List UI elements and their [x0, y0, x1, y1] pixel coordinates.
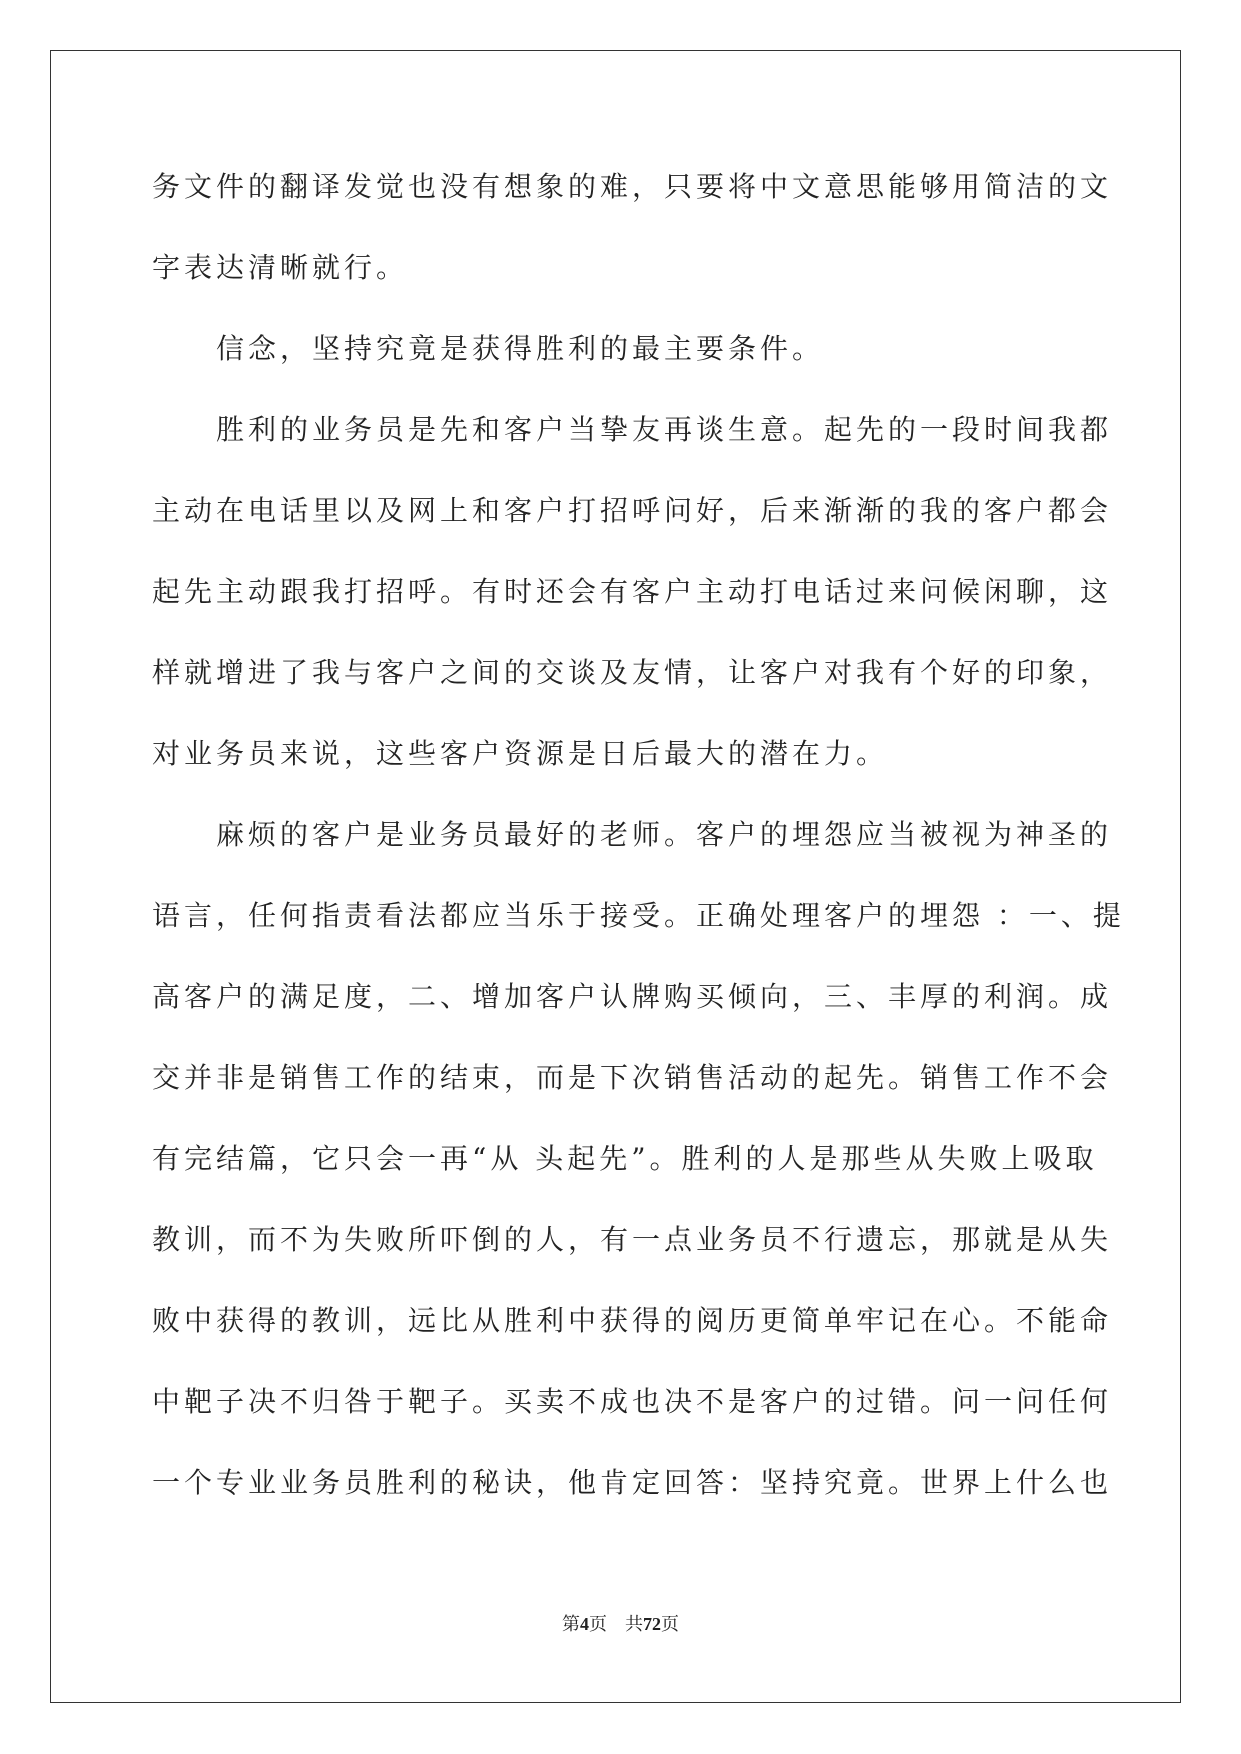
text-line: 语言，任何指责看法都应当乐于接受。正确处理客户的埋怨 ：一、提: [152, 899, 1125, 932]
text-line: 对业务员来说，这些客户资源是日后最大的潜在力。: [152, 737, 889, 770]
text-line: 胜利的业务员是先和客户当挚友再谈生意。起先的一段时间我都: [216, 413, 1113, 446]
text-line: 信念，坚持究竟是获得胜利的最主要条件。: [216, 332, 825, 365]
text-line: 中靶子决不归咎于靶子。买卖不成也决不是客户的过错。问一问任何: [152, 1385, 1113, 1418]
text-line: 高客户的满足度，二、增加客户认牌购买倾向，三、丰厚的利润。成: [152, 980, 1113, 1013]
footer-prefix: 第: [562, 1614, 580, 1634]
total-pages: 72: [643, 1614, 661, 1634]
text-line: 一个专业业务员胜利的秘诀，他肯定回答：坚持究竟。世界上什么也: [152, 1466, 1113, 1499]
text-line: 有完结篇，它只会一再“从 头起先”。胜利的人是那些从失败上吸取: [152, 1142, 1098, 1175]
document-body: [152, 162, 1125, 1539]
text-line: 交并非是销售工作的结束，而是下次销售活动的起先。销售工作不会: [152, 1061, 1113, 1094]
footer-middle: 页 共: [589, 1614, 643, 1634]
text-line: 败中获得的教训，远比从胜利中获得的阅历更简单牢记在心。不能命: [152, 1304, 1113, 1337]
text-line: 起先主动跟我打招呼。有时还会有客户主动打电话过来问候闲聊，这: [152, 575, 1113, 608]
text-line: 样就增进了我与客户之间的交谈及友情，让客户对我有个好的印象，: [152, 656, 1113, 689]
text-line: 主动在电话里以及网上和客户打招呼问好，后来渐渐的我的客户都会: [152, 494, 1113, 527]
footer-suffix: 页: [661, 1614, 679, 1634]
page-number: 4: [580, 1614, 589, 1634]
text-line: 麻烦的客户是业务员最好的老师。客户的埋怨应当被视为神圣的: [216, 818, 1113, 851]
text-line: 教训，而不为失败所吓倒的人，有一点业务员不行遗忘，那就是从失: [152, 1223, 1113, 1256]
text-line: 务文件的翻译发觉也没有想象的难，只要将中文意思能够用简洁的文: [152, 170, 1113, 203]
text-line: 字表达清晰就行。: [152, 251, 409, 284]
page-footer: [0, 1610, 1241, 1636]
